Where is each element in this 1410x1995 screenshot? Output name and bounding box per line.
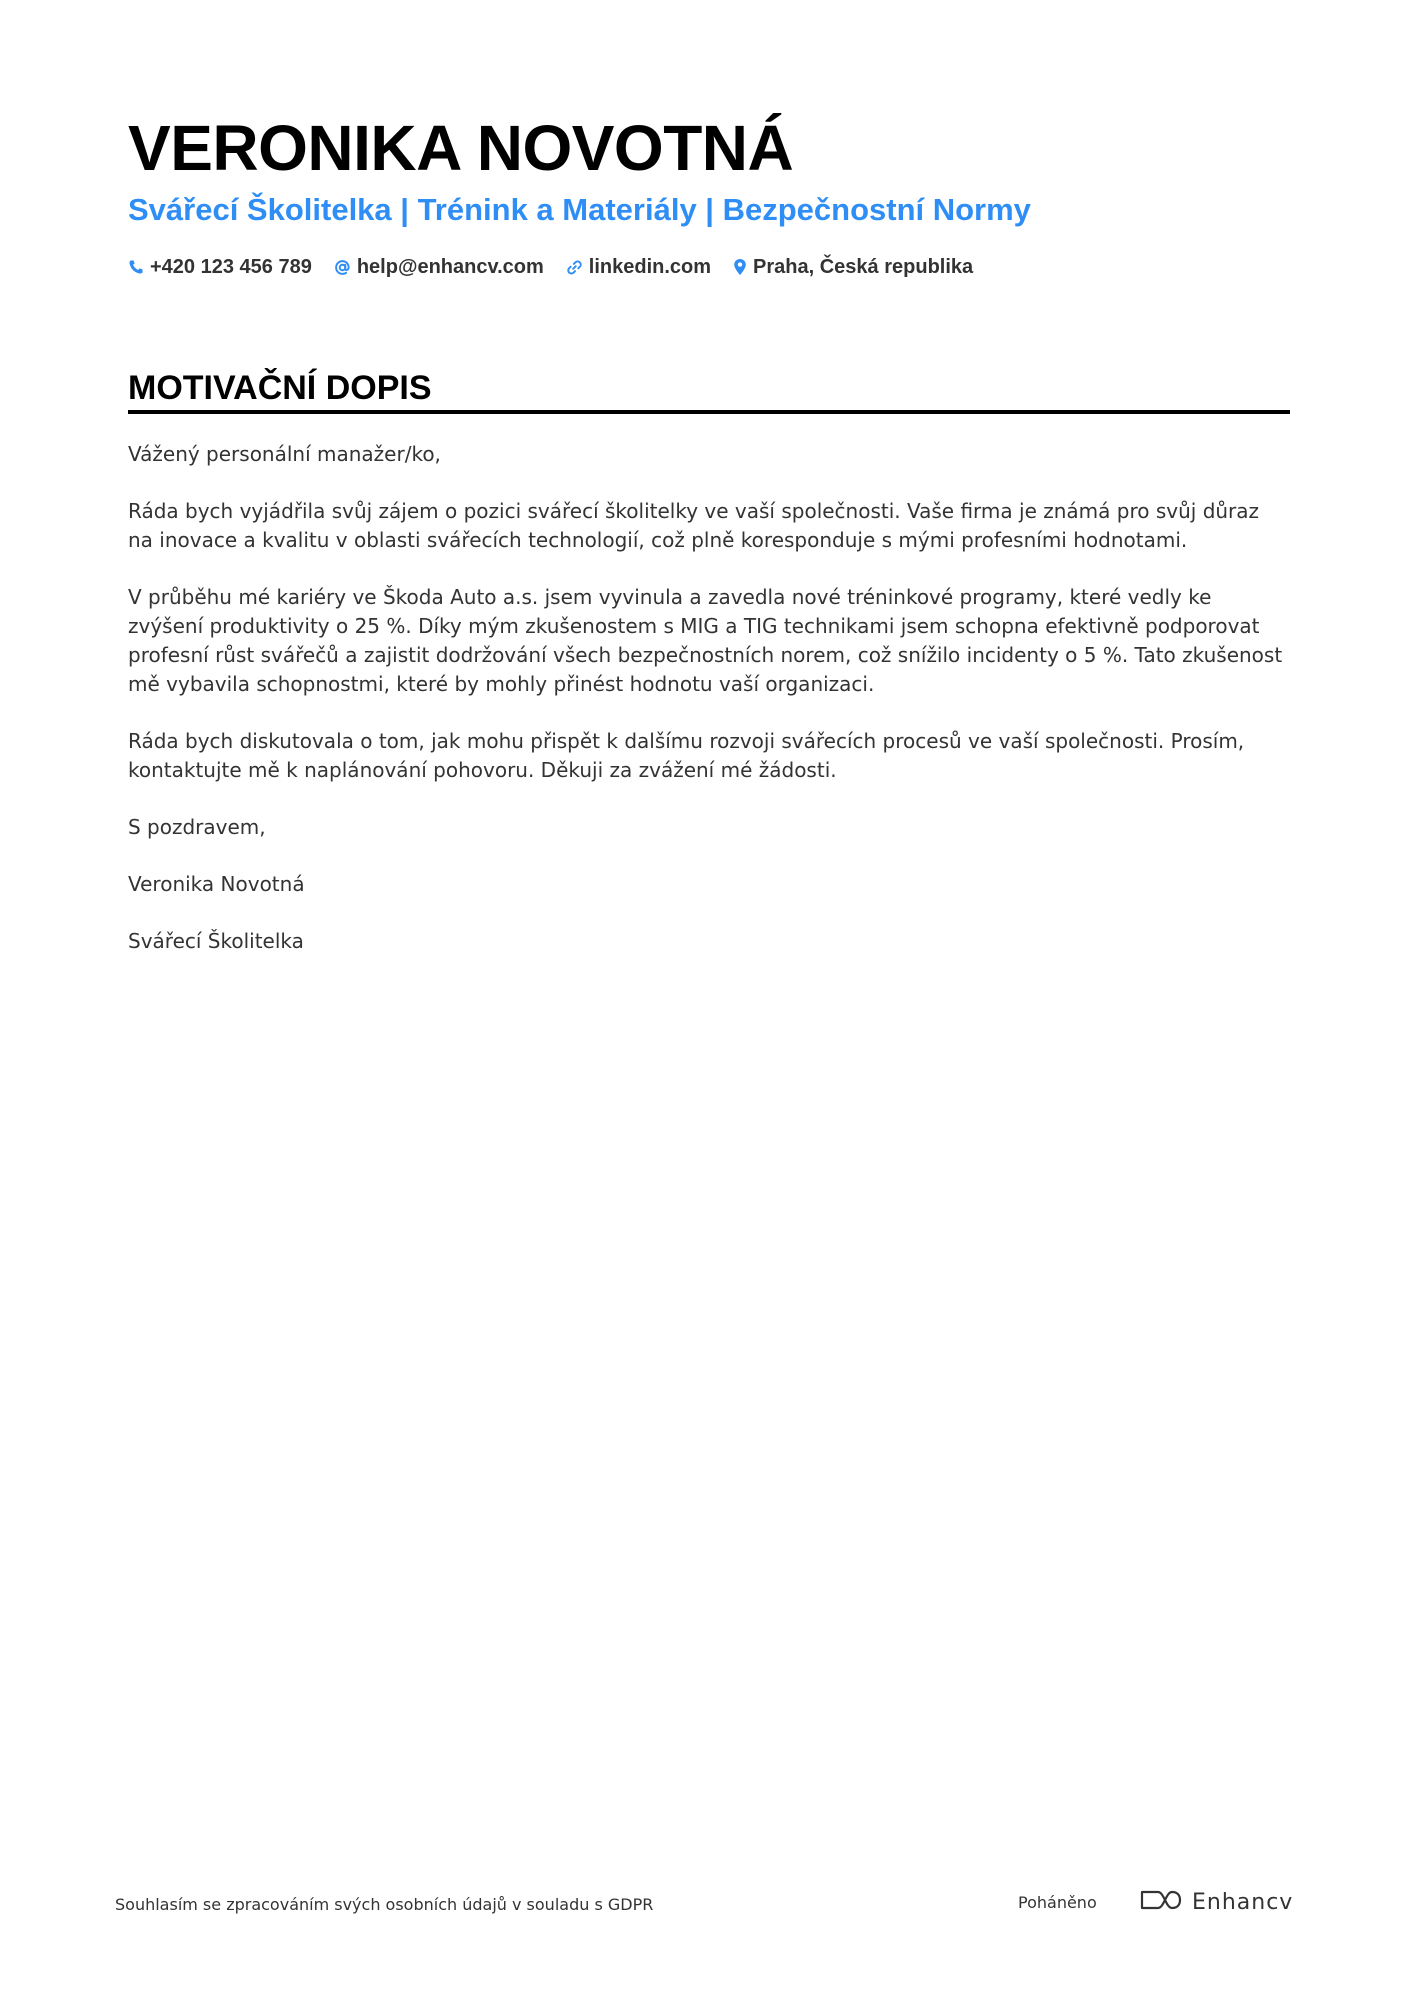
link-icon bbox=[566, 259, 583, 276]
letter-paragraph: Ráda bych diskutovala o tom, jak mohu přispět k dalšímu rozvoji svářecích procesů ve vaší společnosti. Prosím, kontaktujte mě k naplánování pohovoru. Děkuji za zvážení mé žádosti. bbox=[128, 729, 1245, 782]
contact-phone[interactable] bbox=[128, 254, 312, 280]
section-divider bbox=[128, 410, 1290, 414]
enhancv-logo[interactable] bbox=[1138, 1888, 1293, 1917]
enhancv-logo-text: Enhancv bbox=[1192, 1889, 1294, 1915]
powered-by-label: Poháněno bbox=[1018, 1893, 1097, 1912]
section-title: MOTIVAČNÍ DOPIS bbox=[128, 369, 432, 407]
contact-bar bbox=[128, 254, 973, 280]
contact-email-text: help@enhancv.com bbox=[356, 256, 544, 278]
contact-linkedin-text: linkedin.com bbox=[588, 256, 712, 278]
contact-linkedin[interactable] bbox=[566, 254, 711, 280]
letter-body bbox=[128, 440, 1290, 984]
signature-title: Svářecí Školitelka bbox=[128, 929, 304, 953]
location-pin-icon bbox=[733, 258, 747, 276]
applicant-headline: Svářecí Školitelka | Trénink a Materiály | Bezpečnostní Normy bbox=[128, 192, 1031, 227]
contact-phone-text: +420 123 456 789 bbox=[150, 256, 312, 278]
contact-location-text: Praha, Česká republika bbox=[753, 256, 974, 278]
enhancv-logo-icon bbox=[1138, 1888, 1184, 1917]
applicant-name: VERONIKA NOVOTNÁ bbox=[128, 112, 794, 184]
at-icon bbox=[334, 259, 351, 276]
signature-name: Veronika Novotná bbox=[128, 872, 305, 896]
letter-paragraph: Ráda bych vyjádřila svůj zájem o pozici svářecí školitelky ve vaší společnosti. Vaše firma je známá pro svůj důraz na inovace a kvalitu v oblasti svářecích technologií, což plně koresponduje s mými profesními hodnotami. bbox=[128, 499, 1260, 552]
phone-icon bbox=[128, 259, 144, 275]
contact-location bbox=[733, 254, 973, 280]
gdpr-consent-text: Souhlasím se zpracováním svých osobních údajů v souladu s GDPR bbox=[115, 1895, 654, 1914]
contact-email[interactable] bbox=[334, 254, 544, 280]
letter-paragraph: V průběhu mé kariéry ve Škoda Auto a.s. jsem vyvinula a zavedla nové tréninkové programy, které vedly ke zvýšení produktivity o 25 %. Díky mým zkušenostem s MIG a TIG technikami jsem schopna efektivně podporovat profesní růst svářečů a zajistit dodržování všech bezpečnostních norem, což snížilo incidenty o 5 %. Tato zkušenost mě vybavila schopnostmi, které by mohly přinést hodnotu vaší organizaci. bbox=[128, 585, 1283, 696]
letter-salutation: Vážený personální manažer/ko, bbox=[128, 442, 441, 466]
letter-closing: S pozdravem, bbox=[128, 815, 266, 839]
